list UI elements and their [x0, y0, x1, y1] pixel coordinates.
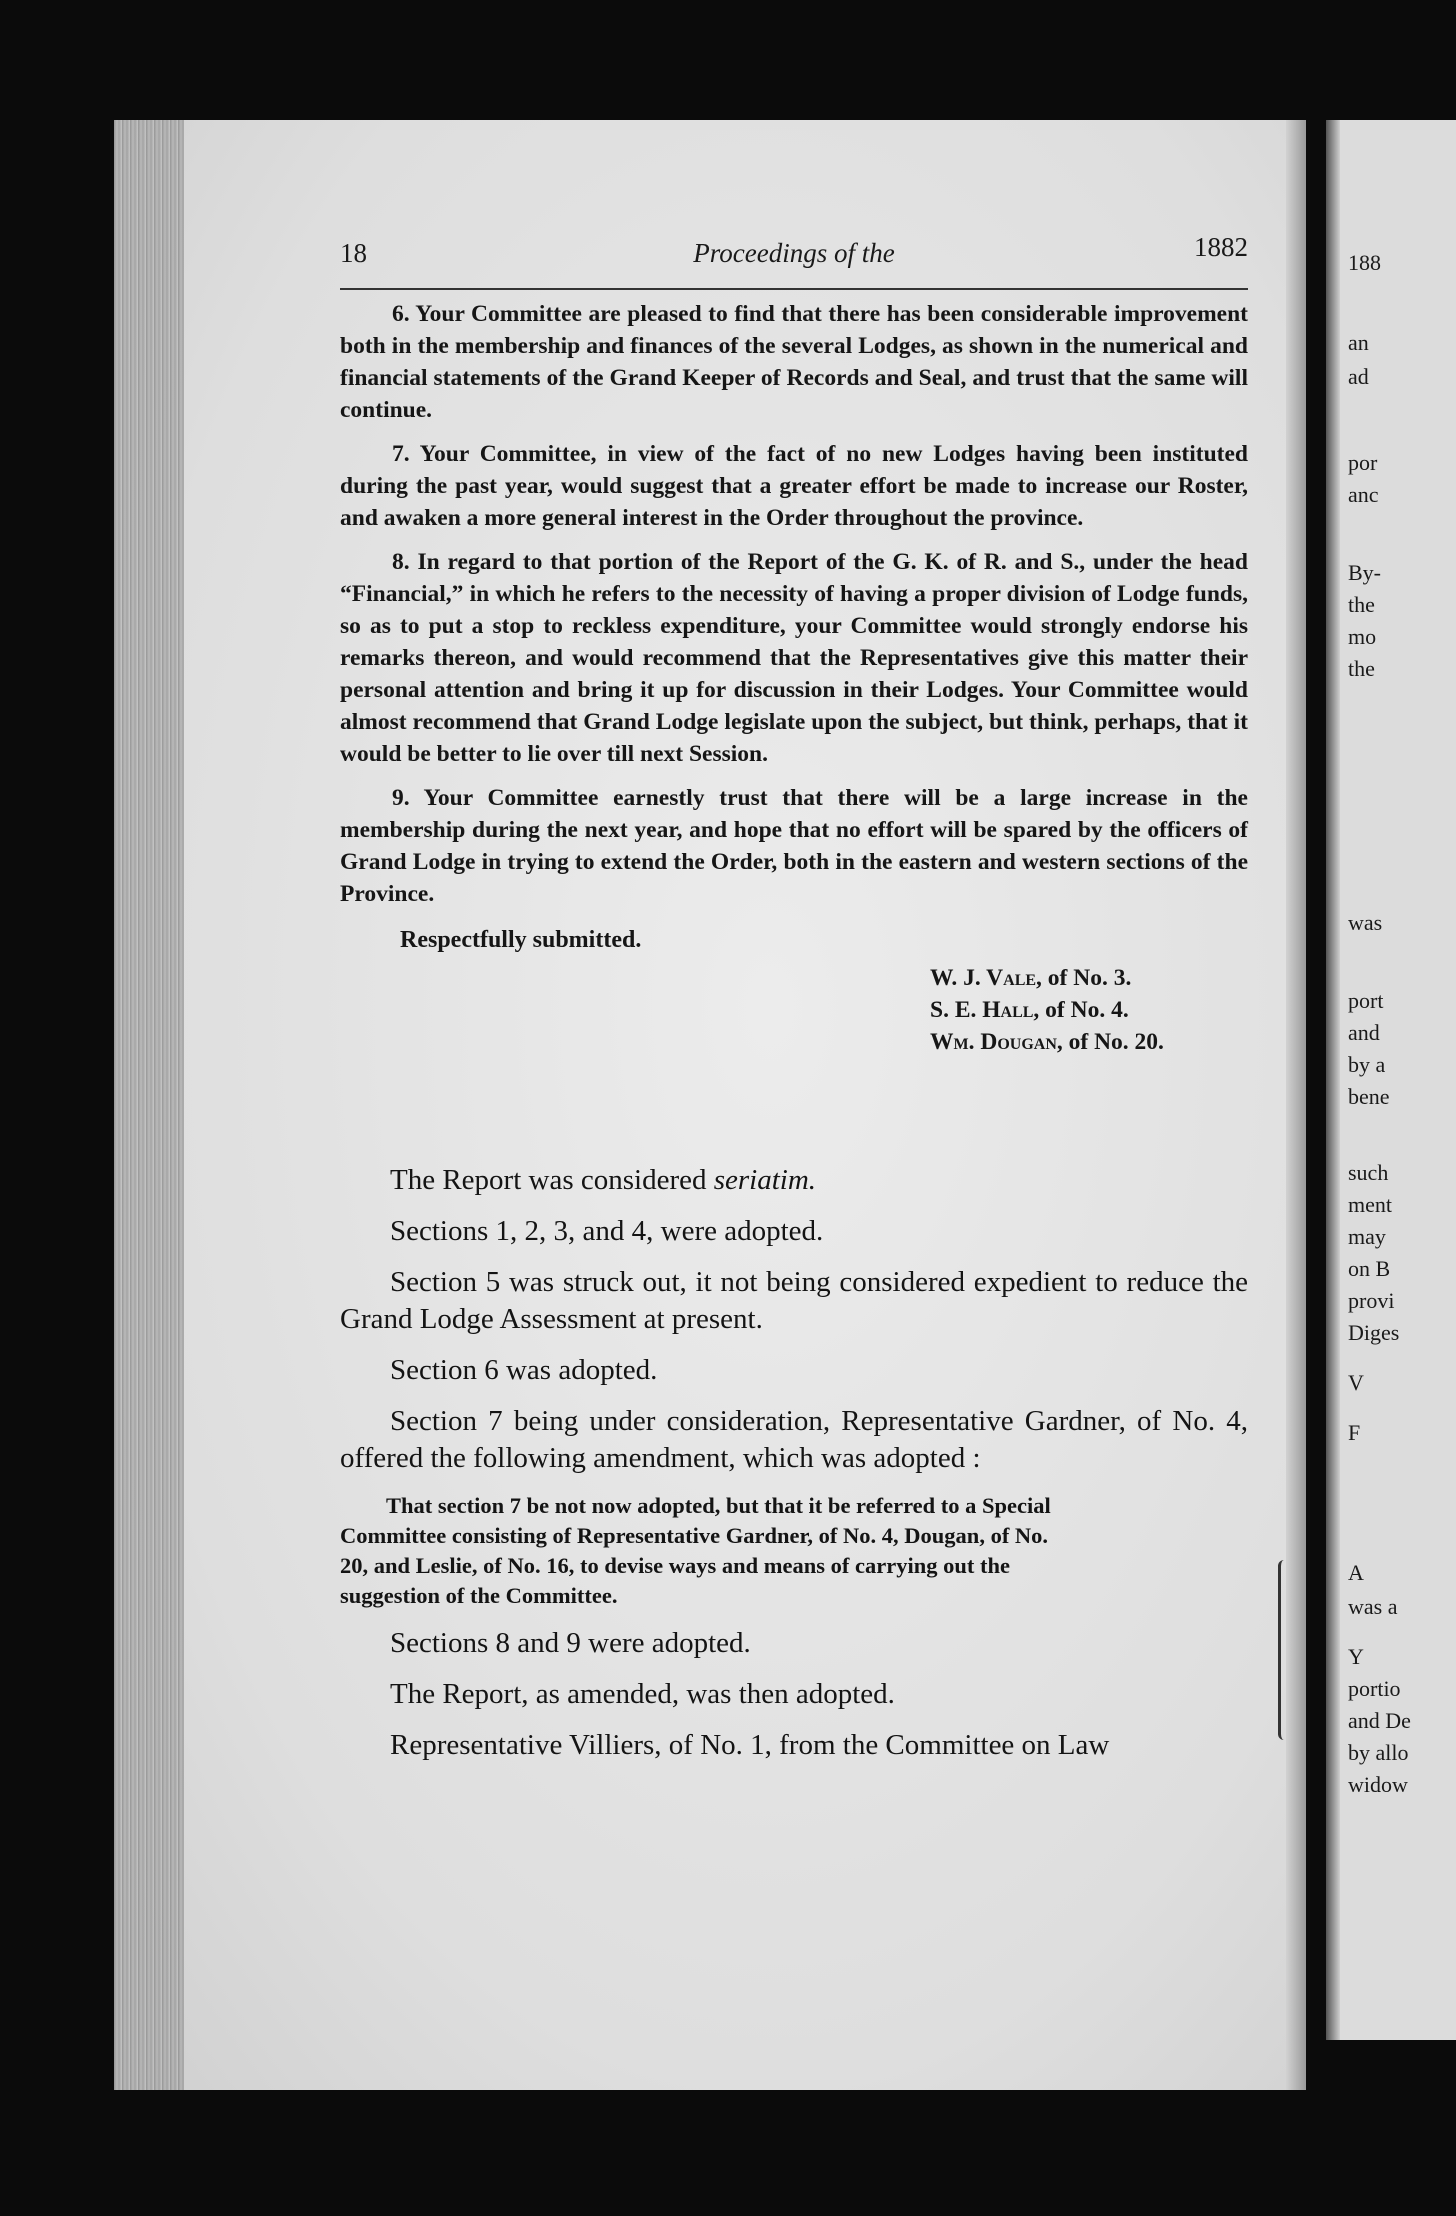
- signatures: [930, 962, 1248, 1058]
- facing-fragment: F: [1348, 1420, 1361, 1445]
- signatory: S. E. Hall, of No. 4.: [930, 997, 1129, 1023]
- facing-fragment: bene: [1348, 1084, 1390, 1109]
- facing-fragment: was: [1348, 910, 1383, 935]
- facing-fragment: A: [1348, 1560, 1364, 1585]
- facing-fragment: anc: [1348, 482, 1379, 507]
- facing-fragment: widow: [1348, 1772, 1408, 1797]
- facing-page: [1326, 120, 1456, 2040]
- minutes-paragraph: The Report, as amended, was then adopted.: [390, 1678, 895, 1710]
- committee-report: [340, 298, 1248, 1058]
- facing-fragment: por: [1348, 450, 1378, 475]
- facing-fragment: the: [1348, 592, 1375, 617]
- facing-fragment: on B: [1348, 1256, 1391, 1281]
- facing-fragment: the: [1348, 656, 1375, 681]
- facing-page-gutter: [1326, 120, 1340, 2040]
- page-gutter-shadow: [1286, 120, 1306, 2090]
- amendment-text: [340, 1491, 1248, 1611]
- page-edge-left: [114, 120, 184, 2090]
- facing-fragment: Y: [1348, 1644, 1364, 1669]
- facing-fragment: provi: [1348, 1288, 1395, 1313]
- facing-fragment: may: [1348, 1224, 1386, 1249]
- minutes-paragraph: Sections 1, 2, 3, and 4, were adopted.: [390, 1215, 824, 1247]
- facing-fragment: portio: [1348, 1676, 1401, 1701]
- facing-fragment: Diges: [1348, 1320, 1400, 1345]
- facing-fragment: was a: [1348, 1594, 1398, 1619]
- facing-fragment: ad: [1348, 364, 1369, 389]
- facing-fragment: such: [1348, 1160, 1389, 1185]
- facing-fragment: V: [1348, 1370, 1364, 1395]
- facing-fragment: mo: [1348, 624, 1377, 649]
- facing-fragment: by allo: [1348, 1740, 1409, 1765]
- minutes-paragraph: Section 7 being under consideration, Representative Gardner, of No. 4, offered the following amendment, which was adopted :: [340, 1405, 1248, 1474]
- signatory: Wm. Dougan, of No. 20.: [930, 1029, 1164, 1055]
- facing-fragment: and: [1348, 1020, 1380, 1045]
- signatory: W. J. Vale, of No. 3.: [930, 965, 1132, 991]
- amendment-line: suggestion of the Committee.: [340, 1583, 618, 1608]
- report-section-7: 7. Your Committee, in view of the fact of no new Lodges having been instituted during the past year, would suggest that a greater effort be made to increase our Roster, and awaken a more general interest in the Order throughout the province.: [340, 441, 1248, 531]
- running-title: Proceedings of the: [693, 238, 895, 268]
- minutes-paragraph: Sections 8 and 9 were adopted.: [390, 1627, 751, 1659]
- header-rule: [340, 288, 1248, 290]
- facing-fragment: and De: [1348, 1708, 1411, 1733]
- facing-fragment: an: [1348, 330, 1369, 355]
- facing-fragment: By-: [1348, 560, 1381, 585]
- facing-fragment: 188: [1348, 250, 1381, 275]
- amendment-line: That section 7 be not now adopted, but that it be referred to a Special: [386, 1493, 1051, 1518]
- facing-fragment: by a: [1348, 1052, 1386, 1077]
- running-header: [340, 230, 1248, 280]
- closing-line: Respectfully submitted.: [400, 927, 642, 953]
- facing-fragment: ment: [1348, 1192, 1392, 1217]
- facing-fragment: port: [1348, 988, 1384, 1013]
- amendment-line: Committee consisting of Representative Gardner, of No. 4, Dougan, of No.: [340, 1523, 1049, 1548]
- book-page: [114, 120, 1306, 2090]
- minutes-paragraph: Section 6 was adopted.: [390, 1354, 658, 1386]
- minutes-paragraph: The Report was considered seriatim.: [390, 1164, 817, 1196]
- report-section-8: 8. In regard to that portion of the Report of the G. K. of R. and S., under the head “Financial,” in which he refers to the necessity of having a proper division of Lodge funds, so as to put a stop to reckless expenditure, your Committee would strongly endorse his remarks thereon, and would recommend that the Representatives give this matter their personal attention and bring it up for discussion in their Lodges. Your Committee would almost recommend that Grand Lodge legislate upon the subject, but think, perhaps, that it would be better to lie over till next Session.: [340, 549, 1248, 767]
- page-number: 18: [340, 238, 367, 268]
- report-section-9: 9. Your Committee earnestly trust that there will be a large increase in the membership during the next year, and hope that no effort will be spared by the officers of Grand Lodge in trying to extend the Order, both in the eastern and western sections of the Province.: [340, 785, 1248, 907]
- header-year: 1882: [1194, 232, 1248, 262]
- margin-bracket-mark: [1278, 1560, 1291, 1740]
- minutes: [340, 1162, 1248, 1778]
- amendment-line: 20, and Leslie, of No. 16, to devise ways and means of carrying out the: [340, 1553, 1010, 1578]
- minutes-paragraph: Section 5 was struck out, it not being considered expedient to reduce the Grand Lodge Assessment at present.: [340, 1266, 1248, 1335]
- minutes-paragraph: Representative Villiers, of No. 1, from the Committee on Law: [390, 1729, 1110, 1761]
- report-section-6: 6. Your Committee are pleased to find that there has been considerable improvement both in the membership and finances of the several Lodges, as shown in the numerical and financial statements of the Grand Keeper of Records and Seal, and trust that the same will continue.: [340, 301, 1248, 423]
